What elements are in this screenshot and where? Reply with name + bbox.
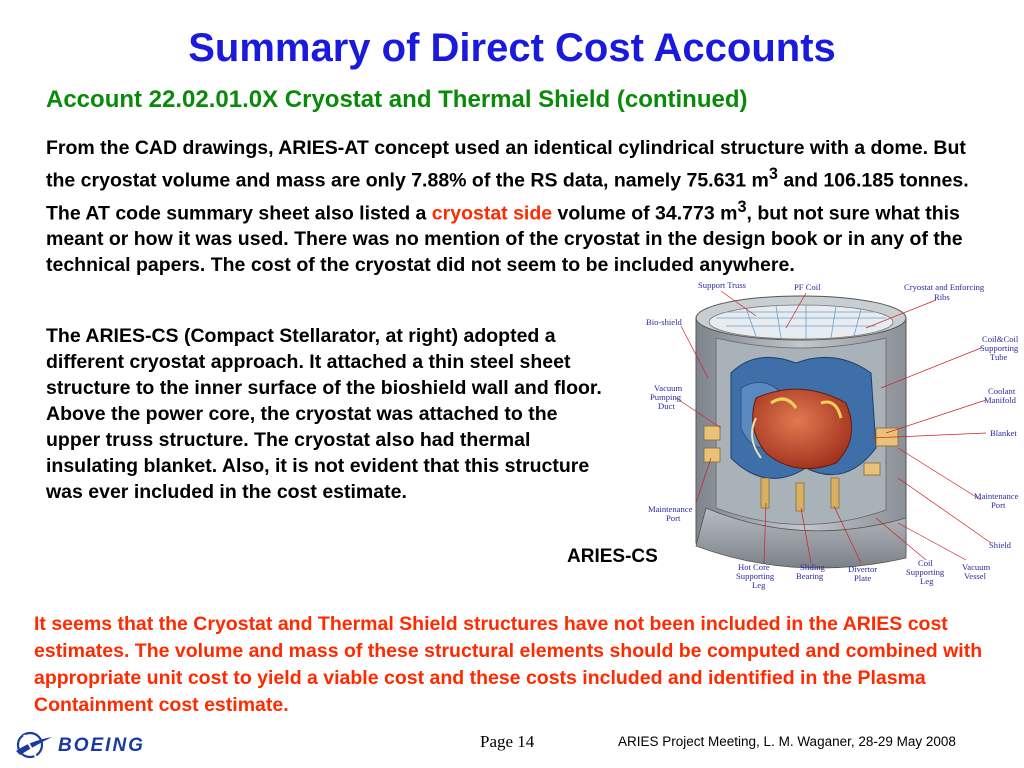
label-hot-core-1: Hot Core (738, 562, 770, 572)
label-pf-coil: PF Coil (794, 282, 821, 292)
label-cryostat-ribs-1: Cryostat and Enforcing (904, 282, 985, 292)
para1-text-4: , but not sure what this meant or how it was used. There was no mention of the cryostat in the design book or in any of the technical papers. The cost of the cryostat did not seem to be included anywhere. (46, 202, 963, 276)
label-vacuum-duct-1: Vacuum (654, 383, 683, 393)
paragraph-aries-cs: The ARIES-CS (Compact Stellarator, at right) adopted a different cryostat approach. It attached a thin steel sheet structure to the inner surface of the bioshield wall and floor. Above the power core, the cryostat was attached to the upper truss structure. The cryostat also had thermal insulating blanket. Also, it is not evident that this structure was ever included in the cost estimate. (46, 325, 602, 503)
meeting-info: ARIES Project Meeting, L. M. Waganer, 28-29 May 2008 (618, 734, 956, 749)
label-coil-leg-1: Coil (918, 558, 933, 568)
label-cryostat-ribs-2: Ribs (934, 292, 950, 302)
label-blanket: Blanket (990, 428, 1017, 438)
label-maint-left-1: Maintenance (648, 504, 693, 514)
label-vacuum-vessel-1: Vacuum (962, 562, 991, 572)
label-hot-core-2: Supporting (736, 571, 775, 581)
label-coil-tube-3: Tube (990, 352, 1008, 362)
para1-text-2: and 106.185 tonnes. The AT code summary sheet also listed a (46, 169, 969, 224)
label-coil-tube-1: Coil&Coil (982, 334, 1019, 344)
label-coil-leg-2: Supporting (906, 567, 945, 577)
boeing-logo (14, 727, 194, 761)
figure-caption: ARIES-CS (567, 546, 658, 567)
conclusion-text: It seems that the Cryostat and Thermal Shield structures have not been included in the ARIES cost estimates. The volume and mass of these structural elements should be computed and combined with appropriate unit cost to yield a viable cost and these costs included and identified in the Plasma Containment cost estimate. (34, 613, 983, 716)
label-shield: Shield (989, 540, 1011, 550)
label-vacuum-duct-2: Pumping (650, 392, 682, 402)
para1-superscript-2: 3 (737, 197, 747, 216)
para1-text-1: From the CAD drawings, ARIES-AT concept used an identical cylindrical structure with a dome. But the cryostat volume and mass are only 7.88% of the RS data, namely 75.631 m (46, 137, 966, 192)
para1-text-3: volume of 34.773 m (552, 202, 738, 224)
page-number: Page 14 (480, 732, 535, 751)
label-hot-core-3: Leg (752, 580, 766, 590)
label-coil-tube-2: Supporting (980, 343, 1019, 353)
para1-highlight: cryostat side (431, 202, 553, 224)
aries-cs-cutaway-figure (636, 278, 1024, 598)
boeing-logo-text: BOEING (58, 735, 145, 756)
label-maint-right-2: Port (991, 500, 1006, 510)
label-sliding-2: Bearing (796, 571, 824, 581)
label-divertor-1: Divertor (848, 564, 878, 574)
label-coolant-1: Coolant (988, 386, 1016, 396)
label-maint-right-1: Maintenance (974, 491, 1019, 501)
label-coil-leg-3: Leg (920, 576, 934, 586)
slide-subtitle: Account 22.02.01.0X Cryostat and Thermal Shield (continued) (46, 86, 748, 113)
label-maint-left-2: Port (666, 513, 681, 523)
slide-title: Summary of Direct Cost Accounts (188, 26, 836, 70)
label-vacuum-duct-3: Duct (658, 401, 675, 411)
label-sliding-1: Sliding (800, 562, 825, 572)
label-vacuum-vessel-2: Vessel (964, 571, 986, 581)
label-divertor-2: Plate (854, 573, 872, 583)
paragraph-aries-at (46, 135, 996, 278)
label-coolant-2: Manifold (984, 395, 1016, 405)
label-support-truss: Support Truss (698, 280, 747, 290)
label-bio-shield: Bio-shield (646, 317, 682, 327)
maintenance-port-left (704, 426, 720, 440)
boeing-logo-symbol (16, 733, 52, 757)
para1-superscript-1: 3 (768, 165, 778, 183)
